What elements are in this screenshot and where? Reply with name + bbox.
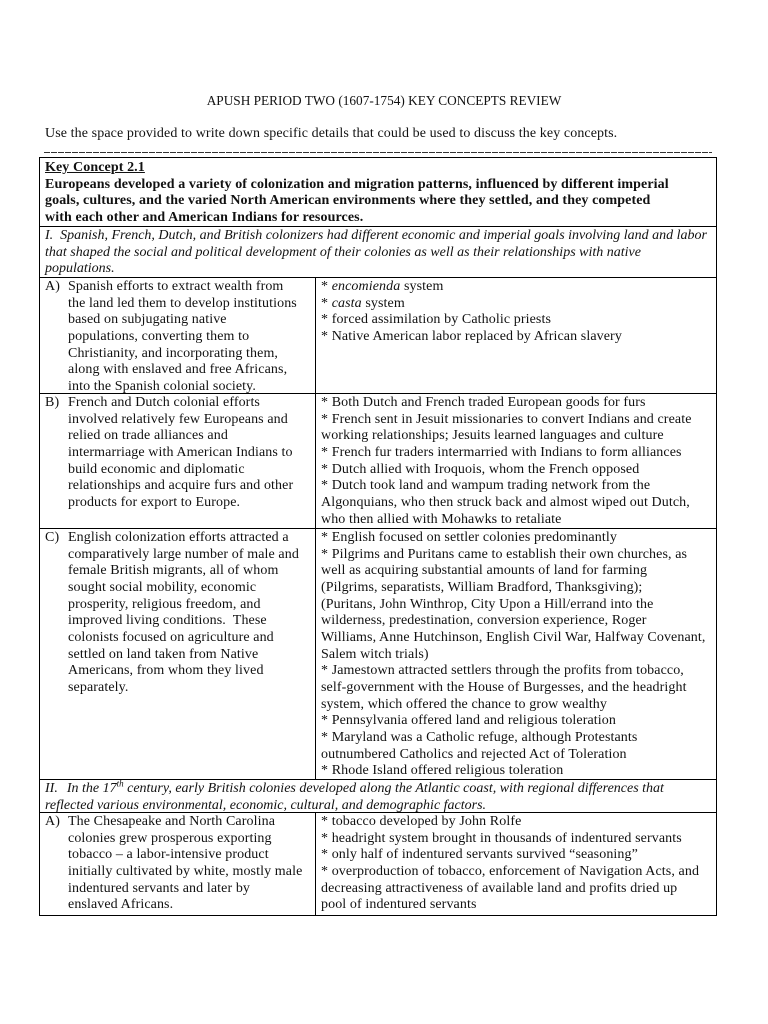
row-letter: B) <box>45 395 60 410</box>
section-numeral: I. <box>45 228 54 243</box>
concept-cell <box>40 278 316 393</box>
detail-item: * Maryland was a Catholic refuge, although Protestants outnumbered Catholics and rejected Act of Toleration <box>321 730 638 762</box>
concept-row <box>40 813 716 916</box>
instructions-text: Use the space provided to write down specific details that could be used to discuss the key concepts. <box>45 126 618 141</box>
concept-text: French and Dutch colonial efforts involved relatively few Europeans and relied on trade alliances and intermarriage with American Indians to build economic and diplomatic relationships and acquire furs and other products for export to Europe. <box>68 395 294 511</box>
concept-text: Spanish efforts to extract wealth from the land led them to develop institutions based on subjugating native populations, converting them to Christianity, and incorporating them, along with enslaved and free Africans, into the Spanish colonial society. <box>68 279 297 395</box>
detail-item: * French fur traders intermarried with Indians to form alliances <box>321 445 682 461</box>
concept-row <box>40 278 716 394</box>
bullet-marker: * <box>321 295 332 311</box>
concept-text: English colonization efforts attracted a comparatively large number of male and female British migrants, all of whom sought social mobility, economic prosperity, religious freedom, and improved living conditions. These colonists focused on agriculture and settled on land taken from Native Americans, from whom they lived separately. <box>68 530 299 696</box>
detail-item: * forced assimilation by Catholic priests <box>321 312 552 328</box>
ordinal-superscript: th <box>116 778 124 789</box>
bullet-marker: * <box>321 279 332 294</box>
key-concepts-table <box>39 157 717 916</box>
section-description: In the 17 <box>66 781 117 796</box>
section-numeral: II. <box>45 781 58 796</box>
details-cell <box>316 394 716 528</box>
row-letter: A) <box>45 814 60 829</box>
detail-text: system <box>400 279 444 294</box>
detail-item: * Jamestown attracted settlers through the profits from tobacco, self-government with the House of Burgesses, and the headright system, which offered the chance to grow wealthy <box>321 663 687 712</box>
writing-line <box>44 152 712 153</box>
detail-item: * only half of indentured servants survived “seasoning” <box>321 847 638 863</box>
section-heading-row <box>40 227 716 278</box>
detail-item: * overproduction of tobacco, enforcement of Navigation Acts, and decreasing attractiveness of available land and profits dried up pool of indentured servants <box>321 864 700 913</box>
detail-item: * French sent in Jesuit missionaries to convert Indians and create working relationships; Jesuits learned languages and culture <box>321 411 692 444</box>
detail-item: * Both Dutch and French traded European goods for furs <box>321 395 646 410</box>
section-description-cont: century, early British colonies developed along the Atlantic coast, with regional differences that reflected various environmental, economic, cultural, and demographic factors. <box>45 781 664 813</box>
detail-text: system <box>361 295 405 311</box>
concept-cell <box>40 394 316 528</box>
italic-term: casta <box>331 295 362 311</box>
row-letter: C) <box>45 530 60 545</box>
row-letter: A) <box>45 279 60 294</box>
section-heading-row <box>40 780 716 813</box>
detail-item: * Dutch took land and wampum trading network from the Algonquians, who then struck back and almost wiped out Dutch, who then allied with Mohawks to retaliate <box>321 478 690 527</box>
key-concept-statement: Europeans developed a variety of colonization and migration patterns, influenced by different imperial goals, cultures, and the varied North American environments where they settled, and they competed with each other and American Indians for resources. <box>45 176 669 226</box>
detail-item: * English focused on settler colonies predominantly <box>321 530 617 545</box>
concept-row <box>40 529 716 780</box>
concept-row <box>40 394 716 529</box>
document-title: APUSH PERIOD TWO (1607-1754) KEY CONCEPTS REVIEW <box>206 93 562 108</box>
key-concept-heading: Key Concept 2.1 <box>45 160 145 175</box>
concept-cell <box>40 529 316 779</box>
key-concept-header-row <box>40 158 716 227</box>
section-description: Spanish, French, Dutch, and British colonizers had different economic and imperial goals involving land and labor that shaped the social and political development of their colonies as well as their relationships with native populations. <box>45 228 707 277</box>
detail-item: * Dutch allied with Iroquois, whom the French opposed <box>321 461 640 477</box>
detail-item: * Native American labor replaced by African slavery <box>321 329 622 345</box>
detail-item: * Rhode Island offered religious toleration <box>321 763 564 779</box>
italic-term: encomienda <box>331 279 401 294</box>
detail-item: * headright system brought in thousands of indentured servants <box>321 830 682 846</box>
section-heading-text <box>45 778 716 814</box>
detail-item: * Pilgrims and Puritans came to establish their own churches, as well as acquiring substantial amounts of land for farming (Pilgrims, separatists, William Bradford, Thanksgiving); (Puritans, John Winthrop, City Upon a Hill/errand into the wilderness, predestination, conversion experience, Roger Williams, Anne Hutchinson, English Civil War, Halfway Covenant, Salem witch trials) <box>321 546 706 662</box>
detail-item: * tobacco developed by John Rolfe <box>321 814 522 829</box>
detail-item <box>321 296 716 313</box>
detail-item: * Pennsylvania offered land and religious toleration <box>321 713 616 729</box>
details-cell <box>316 529 716 779</box>
section-heading-text <box>45 228 716 278</box>
concept-text: The Chesapeake and North Carolina colonies grew prosperous exporting tobacco – a labor-intensive product initially cultivated by white, mostly male indentured servants and later by enslaved Africans. <box>68 814 303 913</box>
concept-cell <box>40 813 316 915</box>
details-cell <box>316 278 716 393</box>
detail-item <box>321 279 716 296</box>
details-cell <box>316 813 716 915</box>
